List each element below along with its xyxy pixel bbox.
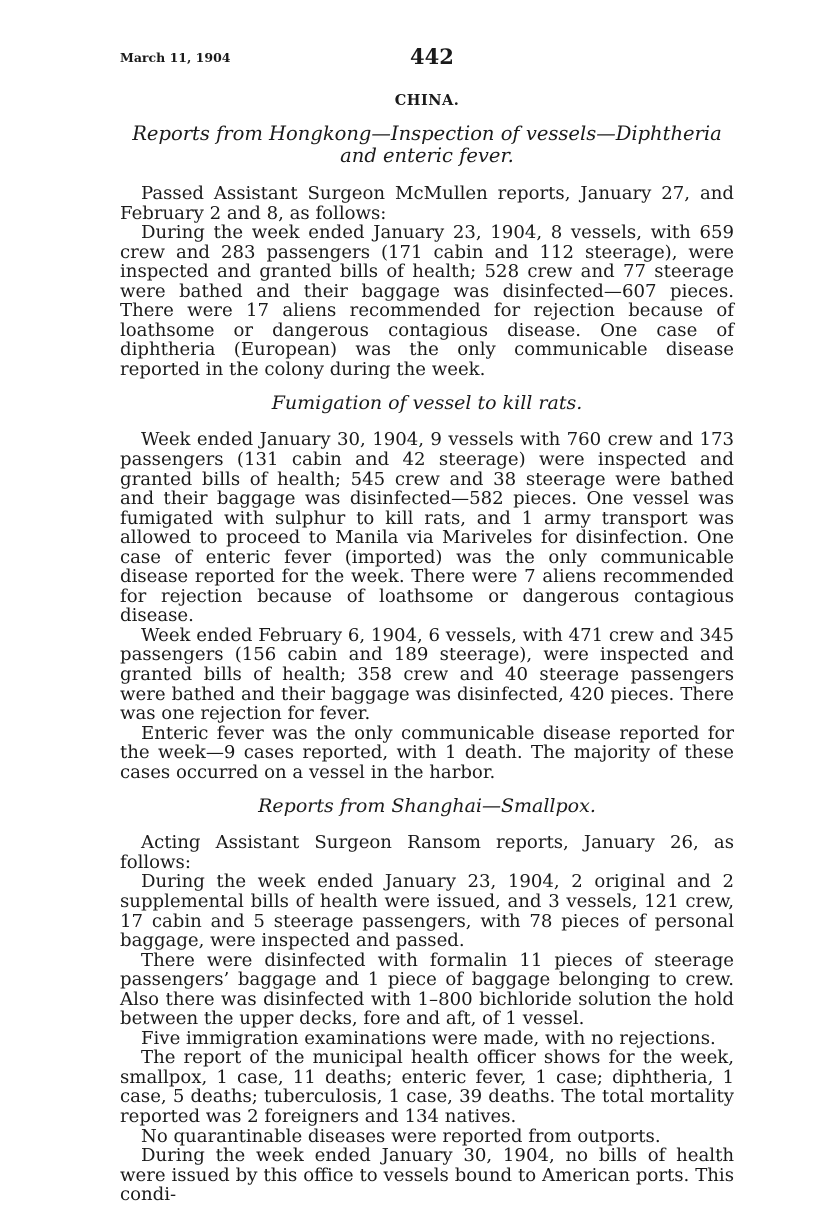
hongkong-paragraph-2: During the week ended January 23, 1904, 8 vessels, with 659 crew and 283 passengers (171 cabin and 112 steerage), were inspected and granted bills of health; 528 crew and 77 steerage were bathed and their baggage was disinfected—607 pieces. There were 17 aliens recommended for rejection because of loathsome or dangerous contagious disease. One case of diphtheria (European) was the only communicable disease reported in the colony during the week. bbox=[120, 222, 734, 380]
fumigation-paragraph-2: Week ended February 6, 1904, 6 vessels, with 471 crew and 345 passengers (156 cabin and 189 steerage), were inspected and granted bills of health; 358 crew and 40 steerage passengers were bathed and their baggage was disinfected, 420 pieces. There was one rejection for fever. bbox=[120, 624, 734, 725]
shanghai-paragraph-7: During the week ended January 30, 1904, no bills of health were issued by this office to vessels bound to American ports. This condi- bbox=[120, 1145, 734, 1206]
shanghai-paragraph-2: During the week ended January 23, 1904, 2 original and 2 supplemental bills of health were issued, and 3 vessels, 121 crew, 17 cabin and 5 steerage passengers, with 78 pieces of personal baggage, were inspected and passed. bbox=[120, 871, 734, 952]
document-page bbox=[120, 46, 734, 1205]
page-number: 442 bbox=[410, 44, 454, 69]
shanghai-paragraph-6: No quarantinable diseases were reported from outports. bbox=[141, 1125, 661, 1147]
page-header bbox=[120, 46, 734, 76]
header-date: March 11, 1904 bbox=[120, 50, 231, 65]
hongkong-paragraph-1: Passed Assistant Surgeon McMullen reports, January 27, and February 2 and 8, as follows: bbox=[120, 183, 734, 224]
shanghai-paragraph-1: Acting Assistant Surgeon Ransom reports, January 26, as follows: bbox=[120, 832, 734, 873]
shanghai-title: Reports from Shanghai—Smallpox. bbox=[258, 795, 596, 818]
shanghai-paragraph-3: There were disinfected with formalin 11 pieces of steerage passengers’ baggage and 1 piece of baggage belonging to crew. Also there was disinfected with 1–800 bichloride solution the hold between the upper decks, fore and aft, of 1 vessel. bbox=[120, 949, 734, 1030]
shanghai-paragraph-4: Five immigration examinations were made, with no rejections. bbox=[141, 1027, 716, 1049]
fumigation-paragraph-3: Enteric fever was the only communicable disease reported for the week—9 cases reported, with 1 death. The majority of these cases occurred on a vessel in the harbor. bbox=[120, 722, 734, 783]
fumigation-paragraph-1: Week ended January 30, 1904, 9 vessels with 760 crew and 173 passengers (131 cabin and 42 steerage) were inspected and granted bills of health; 545 crew and 38 steerage were bathed and their baggage was disinfected—582 pieces. One vessel was fumigated with sulphur to kill rats, and 1 army transport was allowed to proceed to Manila via Mariveles for disinfection. One case of enteric fever (imported) was the only communicable disease reported for the week. There were 7 aliens recommended for rejection because of loathsome or dangerous contagious disease. bbox=[120, 429, 734, 627]
shanghai-paragraph-5: The report of the municipal health officer shows for the week, smallpox, 1 case, 11 deaths; enteric fever, 1 case; diphtheria, 1 case, 5 deaths; tuberculosis, 1 case, 39 deaths. The total mortality reported was 2 foreigners and 134 natives. bbox=[120, 1047, 734, 1127]
hongkong-title: Reports from Hongkong—Inspection of vessels—Diphtheria and enteric fever. bbox=[132, 122, 722, 167]
section-country: CHINA. bbox=[394, 92, 460, 109]
fumigation-title: Fumigation of vessel to kill rats. bbox=[271, 392, 583, 415]
